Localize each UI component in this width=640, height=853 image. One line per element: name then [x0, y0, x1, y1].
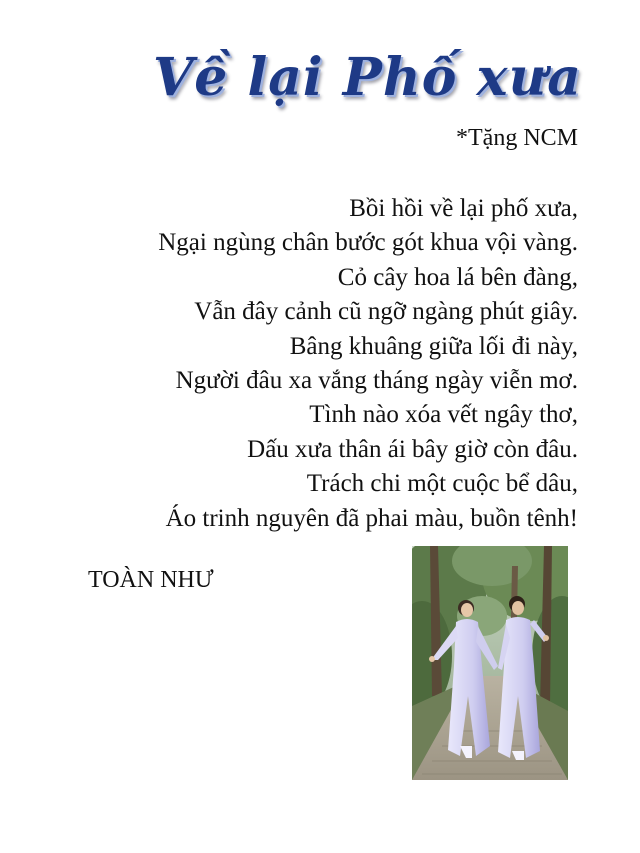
- poem-body: [38, 192, 578, 536]
- poem-line: Cỏ cây hoa lá bên đàng,: [337, 263, 578, 291]
- poem-line: Bồi hồi về lại phố xưa,: [349, 195, 578, 222]
- poem-line: Áo trinh nguyên đã phai màu, buồn tênh!: [165, 504, 578, 532]
- poem-line: Bâng khuâng giữa lối đi này,: [289, 332, 578, 360]
- poem-line: Trách chi một cuộc bể dâu,: [306, 470, 578, 498]
- poem-line: Người đâu xa vắng tháng ngày viễn mơ.: [175, 367, 578, 395]
- author-name: TOÀN NHƯ: [88, 567, 214, 593]
- poem-line: Vẫn đây cảnh cũ ngỡ ngàng phút giây.: [194, 298, 578, 326]
- poem-line: Ngại ngùng chân bước gót khua vội vàng.: [158, 229, 578, 257]
- dedication: *Tặng NCM: [456, 125, 578, 151]
- poem-line: Dấu xưa thân ái bây giờ còn đâu.: [247, 435, 578, 463]
- poem-line: Tình nào xóa vết ngây thơ,: [309, 401, 578, 429]
- poem-title: Về lại Phố xưa: [152, 47, 582, 108]
- photo-two-women-ao-dai: [412, 546, 568, 780]
